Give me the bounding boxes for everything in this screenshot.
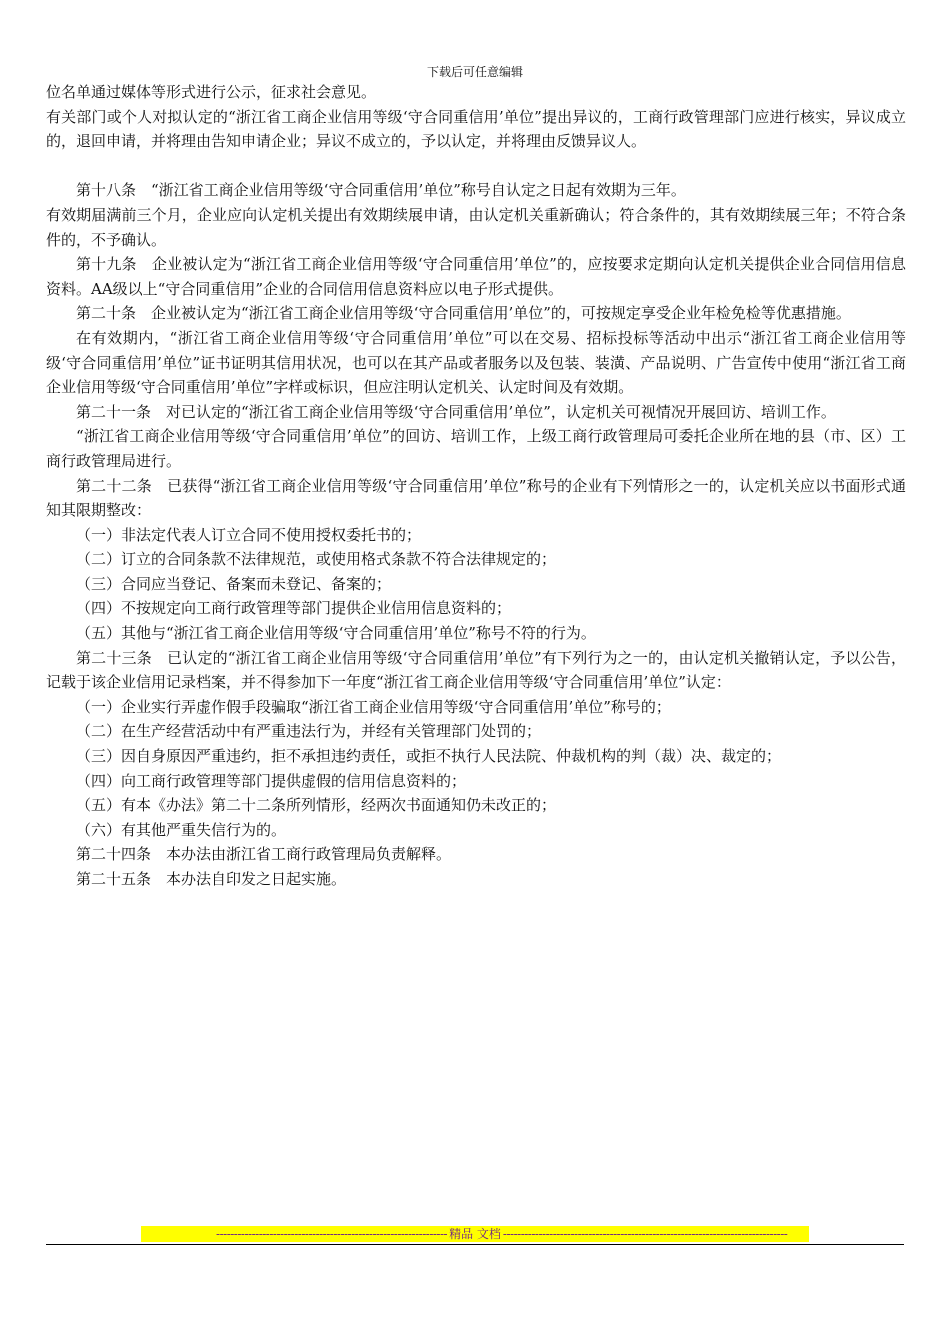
footer-banner — [141, 1226, 809, 1242]
paragraph: （三）因自身原因严重违约，拒不承担违约责任，或拒不执行人民法院、仲裁机构的判（裁）决、裁定的； — [76, 747, 782, 766]
paragraph: 位名单通过媒体等形式进行公示，征求社会意见。 — [46, 83, 377, 101]
paragraph: 在有效期内，“浙江省工商企业信用等级‘守合同重信用’单位”可以在交易、招标投标等活动中出示“浙江省工商企业信用等级‘守合同重信用’单位”证书证明其信用状况，也可以在其产品或者服务以及包装、装潢、产品说明、广告宣传中使用“浙江省工商企业信用等级‘守合同重信用’单位”字样或标识，但应注明认定机关、认定时间及有效期。 — [46, 328, 906, 397]
paragraph: （六）有其他严重失信行为的。 — [76, 820, 287, 839]
paragraph: （四）向工商行政管理等部门提供虚假的信用信息资料的； — [76, 771, 467, 790]
paragraph: 第二十五条 本办法自印发之日起实施。 — [76, 870, 347, 888]
paragraph: 第十九条 企业被认定为“浙江省工商企业信用等级‘守合同重信用’单位”的，应按要求定期向认定机关提供企业合同信用信息资料。AA级以上“守合同重信用”企业的合同信用信息资料应以电子形式提供。 — [46, 255, 906, 298]
document-body — [46, 80, 906, 892]
header-note: 下载后可任意编辑 — [426, 65, 523, 79]
paragraph: （四）不按规定向工商行政管理等部门提供企业信用信息资料的； — [76, 599, 512, 618]
paragraph: （五）其他与“浙江省工商企业信用等级‘守合同重信用’单位”称号不符的行为。 — [76, 624, 596, 643]
footer-dashes-right: -------------------------------------------------------------------------------- — [502, 1227, 788, 1241]
footer-dashes-left: ----------------------------------------------------------------- — [216, 1227, 448, 1241]
paragraph: 第二十三条 已认定的“浙江省工商企业信用等级‘守合同重信用’单位”有下列行为之一的，由认定机关撤销认定，予以公告，记载于该企业信用记录档案，并不得参加下一年度“浙江省工商企业信用等级‘守合同重信用’单位”认定： — [46, 648, 906, 692]
paragraph: “浙江省工商企业信用等级‘守合同重信用’单位”的回访、培训工作，上级工商行政管理局可委托企业所在地的县（市、区）工商行政管理局进行。 — [46, 427, 906, 470]
paragraph: （三）合同应当登记、备案而未登记、备案的； — [76, 574, 392, 593]
paragraph: 有效期届满前三个月，企业应向认定机关提出有效期续展申请，由认定机关重新确认；符合条件的，其有效期续展三年；不符合条件的，不予确认。 — [46, 205, 906, 249]
paragraph: （二）在生产经营活动中有严重违法行为，并经有关管理部门处罚的； — [76, 722, 542, 741]
paragraph: （二）订立的合同条款不法律规范，或使用格式条款不符合法律规定的； — [76, 550, 557, 569]
paragraph: 第二十二条 已获得“浙江省工商企业信用等级‘守合同重信用’单位”称号的企业有下列情形之一的，认定机关应以书面形式通知其限期整改： — [46, 476, 906, 520]
paragraph: 第二十条 企业被认定为“浙江省工商企业信用等级‘守合同重信用’单位”的，可按规定享受企业年检免检等优惠措施。 — [76, 304, 851, 323]
footer-rule — [46, 1244, 904, 1245]
paragraph: 有关部门或个人对拟认定的“浙江省工商企业信用等级‘守合同重信用’单位”提出异议的，工商行政管理部门应进行核实，异议成立的，退回申请，并将理由告知申请企业；异议不成立的，予以认定，并将理由反馈异议人。 — [46, 107, 906, 151]
paragraph: （一）企业实行弄虚作假手段骗取“浙江省工商企业信用等级‘守合同重信用’单位”称号的； — [76, 697, 671, 716]
footer-label: 精品 文档 — [449, 1227, 501, 1241]
paragraph: 第二十一条 对已认定的“浙江省工商企业信用等级‘守合同重信用’单位”，认定机关可视情况开展回访、培训工作。 — [76, 402, 836, 421]
blank-line — [46, 154, 906, 179]
paragraph: 第二十四条 本办法由浙江省工商行政管理局负责解释。 — [76, 845, 452, 864]
paragraph: （一）非法定代表人订立合同不使用授权委托书的； — [76, 525, 422, 544]
paragraph: 第十八条 “浙江省工商企业信用等级‘守合同重信用’单位”称号自认定之日起有效期为三年。 — [76, 181, 686, 200]
paragraph: （五）有本《办法》第二十二条所列情形，经两次书面通知仍未改正的； — [76, 796, 557, 815]
